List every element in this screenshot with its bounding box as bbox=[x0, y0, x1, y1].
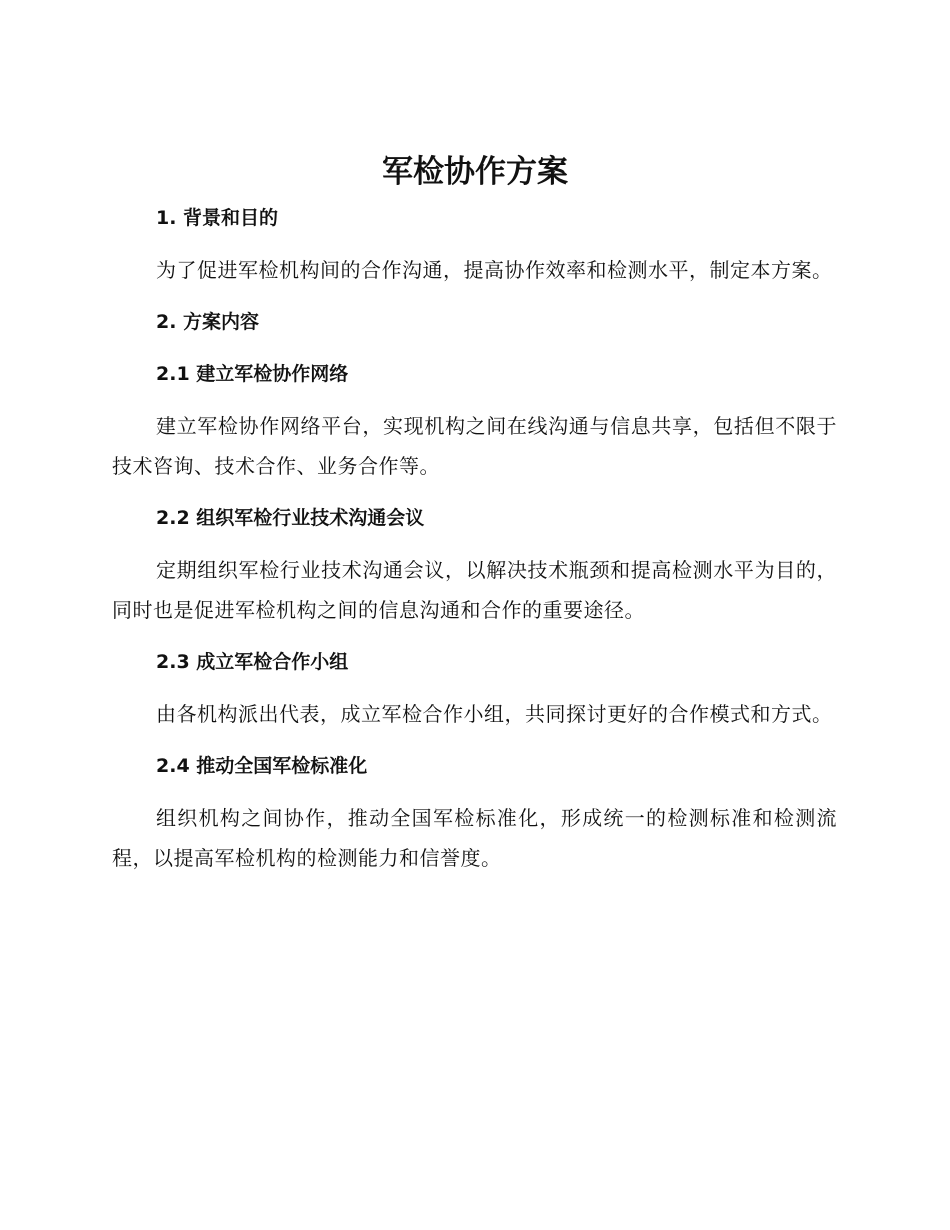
section-heading-group: 2.3 成立军检合作小组 bbox=[156, 651, 349, 673]
section-text-standardization: 组织机构之间协作，推动全国军检标准化，形成统一的检测标准和检测流程，以提高军检机构的检测能力和信誉度。 bbox=[112, 806, 837, 870]
document-title: 军检协作方案 bbox=[382, 154, 568, 190]
document-body bbox=[112, 198, 837, 890]
section-text-meeting: 定期组织军检行业技术沟通会议，以解决技术瓶颈和提高检测水平为目的，同时也是促进军检机构之间的信息沟通和合作的重要途径。 bbox=[112, 558, 837, 622]
section-heading-network: 2.1 建立军检协作网络 bbox=[156, 363, 349, 385]
section-heading-content: 2. 方案内容 bbox=[156, 311, 260, 333]
section-heading-standardization: 2.4 推动全国军检标准化 bbox=[156, 755, 368, 777]
section-heading-meeting: 2.2 组织军检行业技术沟通会议 bbox=[156, 507, 425, 529]
section-text-background: 为了促进军检机构间的合作沟通，提高协作效率和检测水平，制定本方案。 bbox=[156, 258, 833, 282]
section-heading-background: 1. 背景和目的 bbox=[156, 207, 279, 229]
section-text-network: 建立军检协作网络平台，实现机构之间在线沟通与信息共享，包括但不限于技术咨询、技术合作、业务合作等。 bbox=[112, 414, 837, 478]
section-text-group: 由各机构派出代表，成立军检合作小组，共同探讨更好的合作模式和方式。 bbox=[156, 702, 833, 726]
